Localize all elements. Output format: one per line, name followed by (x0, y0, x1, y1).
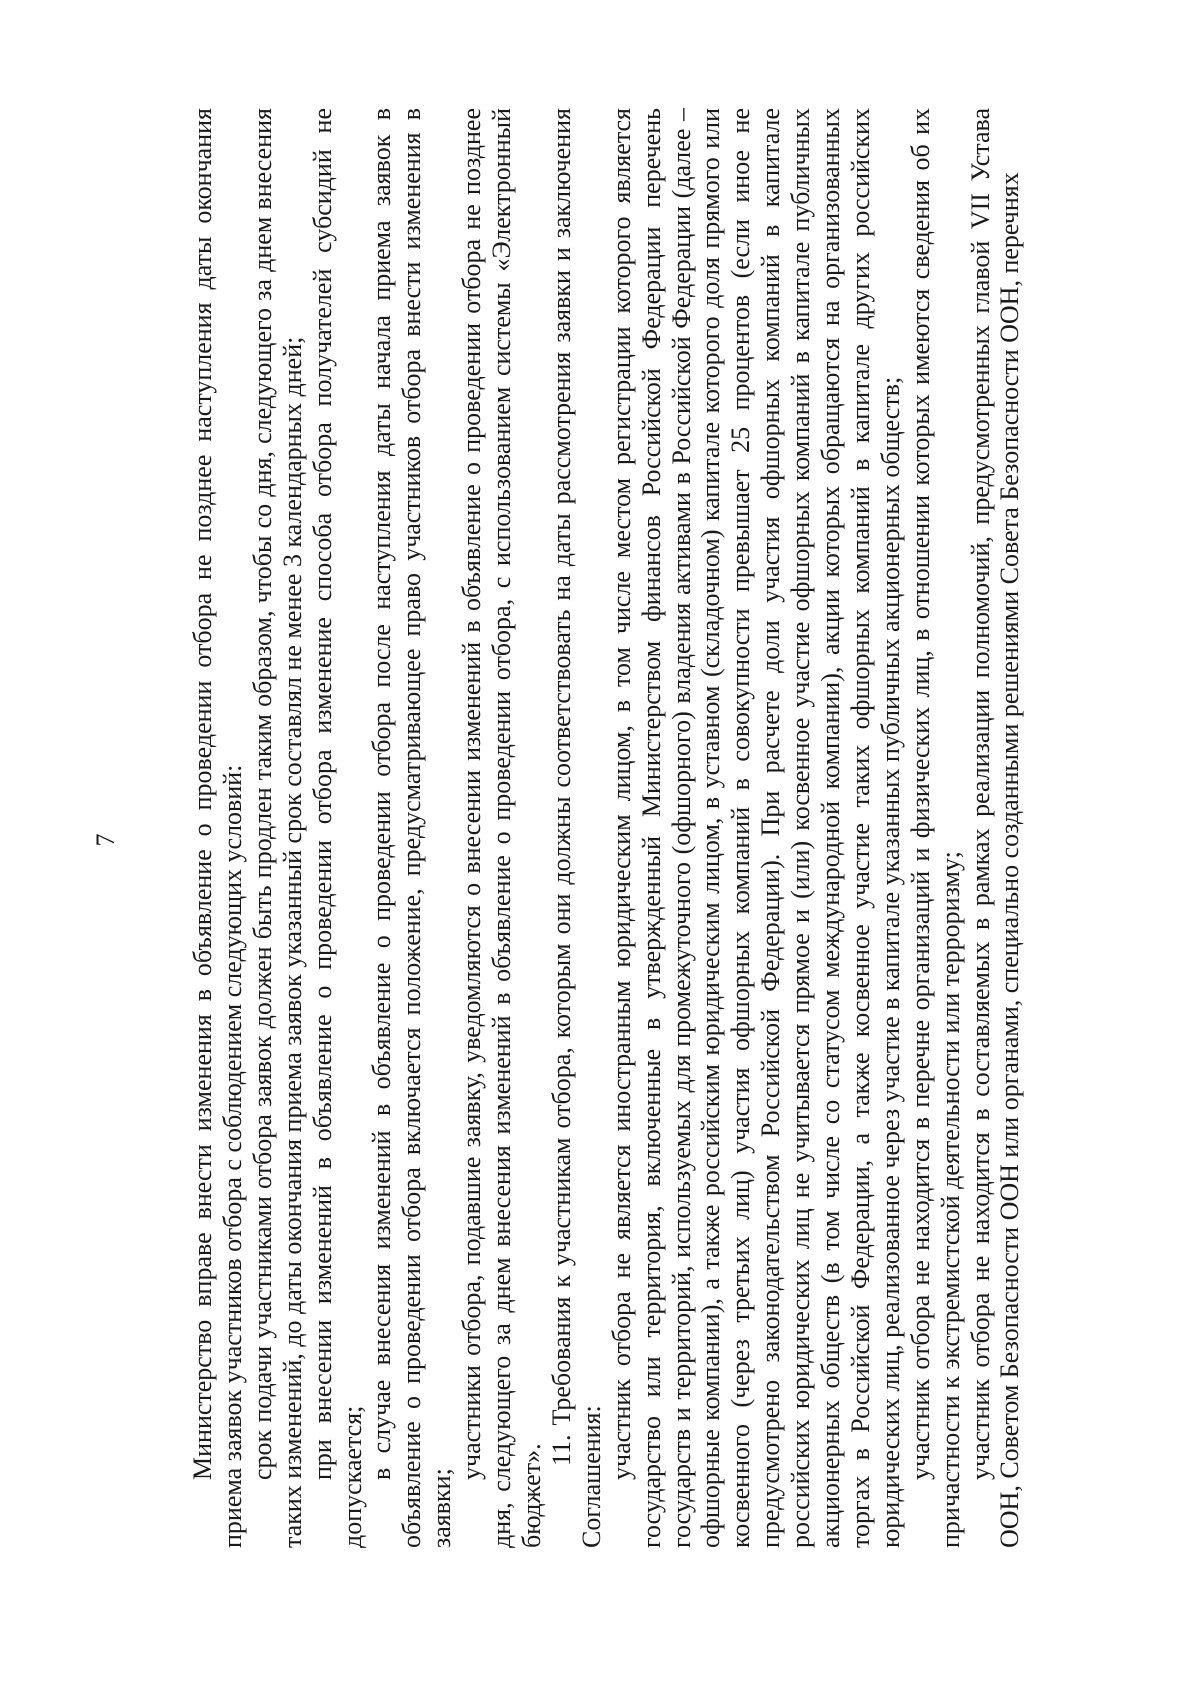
paragraph-amendment-right: Министерство вправе внести изменения в объявление о проведении отбора не позднее наступления даты окончания приема заявок участников отбора с соблюдением следующих условий: (188, 108, 247, 1548)
document-body (188, 108, 1068, 1548)
paragraph-offshore-requirement: участник отбора не является иностранным юридическим лицом, в том числе местом регистрации которого является государство или территория, включенные в утвержденный Министерством финансов Российской Федерации перечень государств и территорий, используемых для промежуточного (офшорного) владения активами в Российской Федерации (далее – офшорные компании), а также российским юридическим лицом, в уставном (складочном) капитале которого доля прямого или косвенного (через третьих лиц) участия офшорных компаний в совокупности превышает 25 процентов (если иное не предусмотрено законодательством Российской Федерации). При расчете доли участия офшорных компаний в капитале российских юридических лиц не учитывается прямое и (или) косвенное участие офшорных компаний в капитале публичных акционерных обществ (в том числе со статусом международной компании), акции которых обращаются на организованных торгах в Российской Федерации, а также косвенное участие таких офшорных компаний в капитале других российских юридических лиц, реализованное через участие в капитале указанных публичных акционерных обществ; (606, 108, 905, 1548)
paragraph-participant-notification: участники отбора, подавшие заявку, уведомляются о внесении изменений в объявление о проведении отбора не позднее дня, следующего за днем внесения изменений в объявление о проведении отбора, с использованием системы «Электронный бюджет». (457, 108, 546, 1548)
paragraph-un-sanctions-list: участник отбора не находится в составляемых в рамках реализации полномочий, предусмотренных главой VII Устава ООН, Советом Безопасности ООН или органами, специально созданными решениями Совета Безопасности ООН, перечнях (965, 108, 1025, 1548)
paragraph-deadline-extension: срок подачи участниками отбора заявок должен быть продлен таким образом, чтобы со дня, следующего за днем внесения таких изменений, до даты окончания приема заявок указанный срок составлял не менее 3 календарных дней; (247, 108, 307, 1548)
paragraph-extremism-list: участник отбора не находится в перечне организаций и физических лиц, в отношении которых имеются сведения об их причастности к экстремистской деятельности или терроризму; (905, 108, 965, 1548)
page-number: 7 (91, 833, 120, 847)
paragraph-method-change-forbidden: при внесении изменений в объявление о проведении отбора изменение способа отбора получателей субсидий не допускается; (307, 108, 367, 1548)
paragraph-right-to-amend-applications: в случае внесения изменений в объявление о проведении отбора после наступления даты начала приема заявок в объявление о проведении отбора включается положение, предусматривающее право участников отбора внести изменения в заявки; (367, 108, 457, 1548)
paragraph-section-11-heading: 11. Требования к участникам отбора, которым они должны соответствовать на даты рассмотрения заявки и заключения Соглашения: (546, 108, 606, 1548)
